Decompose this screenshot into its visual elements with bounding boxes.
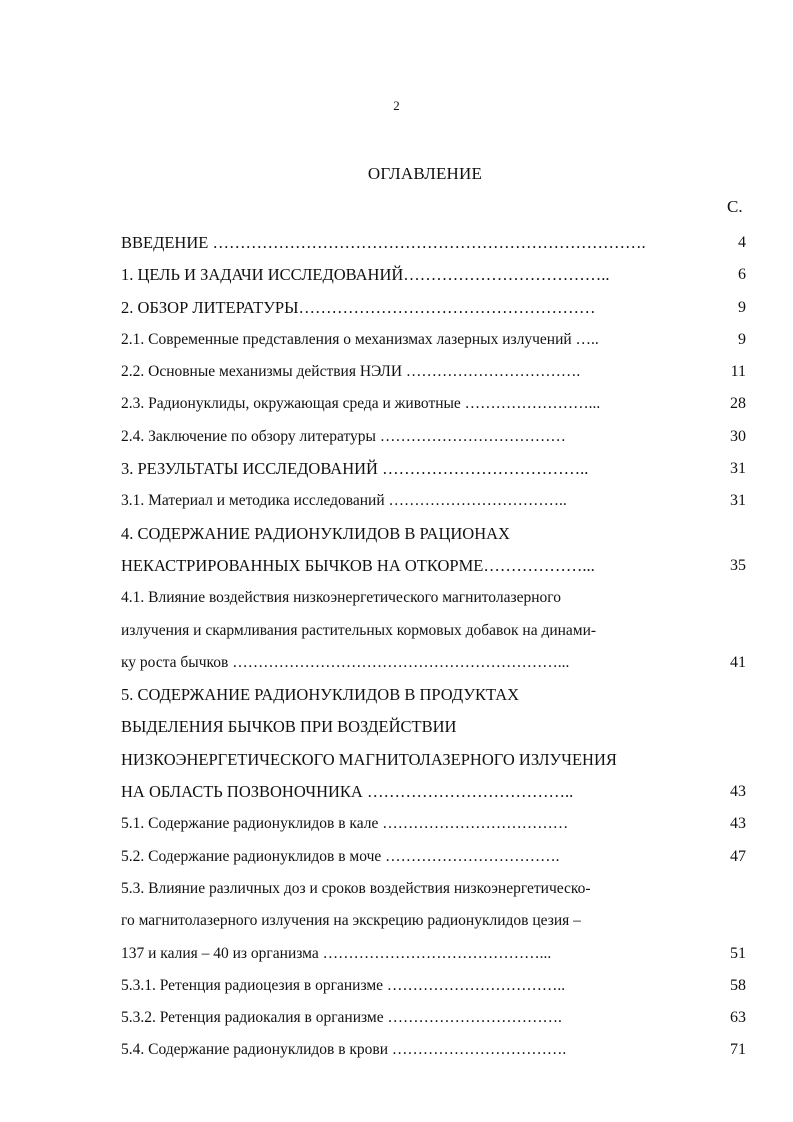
toc-entry-line: 5.3.1. Ретенция радиоцезия в организме …………………………….. [121,976,566,994]
toc-entry-page-number: 11 [730,363,746,381]
toc-entry-line: 4.1. Влияние воздействия низкоэнергетического магнитолазерного [121,589,561,607]
toc-entry-text [121,873,696,970]
toc-entry-text [121,388,696,420]
toc-entry[interactable] [121,356,746,388]
toc-entry[interactable] [121,485,746,517]
toc-entry-text [121,227,696,259]
toc-entry-text [121,518,696,583]
toc-entry-line: излучения и скармливания растительных кормовых добавок на динами- [121,621,597,639]
toc-entry[interactable] [121,841,746,873]
toc-entry-text [121,421,696,453]
toc-entry-line: ВВЕДЕНИЕ ……………………………………………………………………. [121,233,646,252]
toc-entry[interactable] [121,970,746,1002]
toc-entry-text [121,453,696,485]
toc-entry-line: 5.1. Содержание радионуклидов в кале ……………………………… [121,815,569,833]
toc-entry[interactable] [121,259,746,291]
toc-entry-text [121,324,696,356]
page-number: 2 [393,98,400,113]
toc-entry[interactable] [121,453,746,485]
toc-entry-page-number: 9 [738,330,746,348]
toc-entry-line: 2.4. Заключение по обзору литературы ……………………………… [121,427,566,445]
toc-entry-page-number: 9 [738,298,746,316]
toc-entry-text [121,582,696,679]
toc-entry-line: 4. СОДЕРЖАНИЕ РАДИОНУКЛИДОВ В РАЦИОНАХ [121,523,510,543]
toc-entry-page-number: 31 [730,460,746,478]
toc-entry-text [121,485,696,517]
toc-entry[interactable] [121,292,746,324]
toc-entry-text [121,808,696,840]
toc-entry-page-number: 31 [730,492,746,510]
toc-entry-page-number: 43 [730,815,746,833]
toc-entry[interactable] [121,873,746,970]
toc-entry-line: 5.4. Содержание радионуклидов в крови ……………………………. [121,1041,567,1059]
toc-entry[interactable] [121,421,746,453]
toc-entry-line: 5.3.2. Ретенция радиокалия в организме ……………………………. [121,1009,562,1027]
toc-entry-line: 2.2. Основные механизмы действия НЭЛИ ……………………………. [121,363,581,381]
toc-entry-text [121,292,696,324]
toc-entry-page-number: 63 [730,1009,746,1027]
toc-entry-text [121,356,696,388]
toc-title: ОГЛАВЛЕНИЕ [367,164,483,183]
toc-entry-page-number: 47 [730,847,746,865]
toc-entry-line: 2.3. Радионуклиды, окружающая среда и животные ……………………... [121,395,601,413]
toc-entry-text [121,1002,696,1034]
toc-entry-text [121,679,696,808]
toc-entry-page-number: 51 [730,944,746,962]
toc-entry-page-number: 35 [730,556,746,574]
toc-entry-line: 2.1. Современные представления о механизмах лазерных излучений ….. [121,330,599,348]
toc-entry-text [121,970,696,1002]
toc-entry-page-number: 6 [738,266,746,284]
toc-entry[interactable] [121,518,746,583]
toc-entry-line: ку роста бычков ………………………………………………………... [121,653,570,671]
toc-entry-line: 5.2. Содержание радионуклидов в моче ……………………………. [121,847,560,865]
toc-entry-line: 137 и калия – 40 из организма ……………………………………... [121,944,552,962]
toc-entry[interactable] [121,324,746,356]
toc-entry-line: 5.3. Влияние различных доз и сроков воздействия низкоэнергетическо- [121,879,591,897]
toc-entry-line: 3.1. Материал и методика исследований …………………………….. [121,492,567,510]
toc-entry-line: 3. РЕЗУЛЬТАТЫ ИССЛЕДОВАНИЙ ……………………………….. [121,459,589,479]
toc-entry-text [121,841,696,873]
toc-entry-line: НИЗКОЭНЕРГЕТИЧЕСКОГО МАГНИТОЛАЗЕРНОГО ИЗЛУЧЕНИЯ [121,749,617,769]
toc-entry[interactable] [121,679,746,808]
toc-entry[interactable] [121,227,746,259]
toc-entry[interactable] [121,808,746,840]
toc-entry-line: 2. ОБЗОР ЛИТЕРАТУРЫ……………………………………………… [121,297,596,317]
toc-entry[interactable] [121,1002,746,1034]
toc-entry-line: ВЫДЕЛЕНИЯ БЫЧКОВ ПРИ ВОЗДЕЙСТВИИ [121,717,457,737]
toc-entry-line: го магнитолазерного излучения на экскрецию радионуклидов цезия – [121,912,581,930]
toc-entry-text [121,259,696,291]
table-of-contents [121,227,746,1067]
toc-entry[interactable] [121,388,746,420]
toc-entry-page-number: 43 [730,783,746,801]
toc-entry-page-number: 4 [738,234,746,251]
page-column-header: С. [727,197,743,216]
toc-entry-line: НА ОБЛАСТЬ ПОЗВОНОЧНИКА ……………………………….. [121,782,574,802]
toc-entry-page-number: 30 [730,427,746,445]
toc-entry-line: 5. СОДЕРЖАНИЕ РАДИОНУКЛИДОВ В ПРОДУКТАХ [121,685,520,705]
toc-entry-text [121,1034,696,1066]
toc-entry-page-number: 71 [730,1041,746,1059]
toc-entry[interactable] [121,1034,746,1066]
toc-entry-line: 1. ЦЕЛЬ И ЗАДАЧИ ИССЛЕДОВАНИЙ……………………………….. [121,265,610,285]
toc-entry-page-number: 58 [730,976,746,994]
toc-entry-page-number: 41 [730,653,746,671]
toc-entry-line: НЕКАСТРИРОВАННЫХ БЫЧКОВ НА ОТКОРМЕ………………... [121,555,595,575]
toc-entry[interactable] [121,582,746,679]
toc-entry-page-number: 28 [730,395,746,413]
